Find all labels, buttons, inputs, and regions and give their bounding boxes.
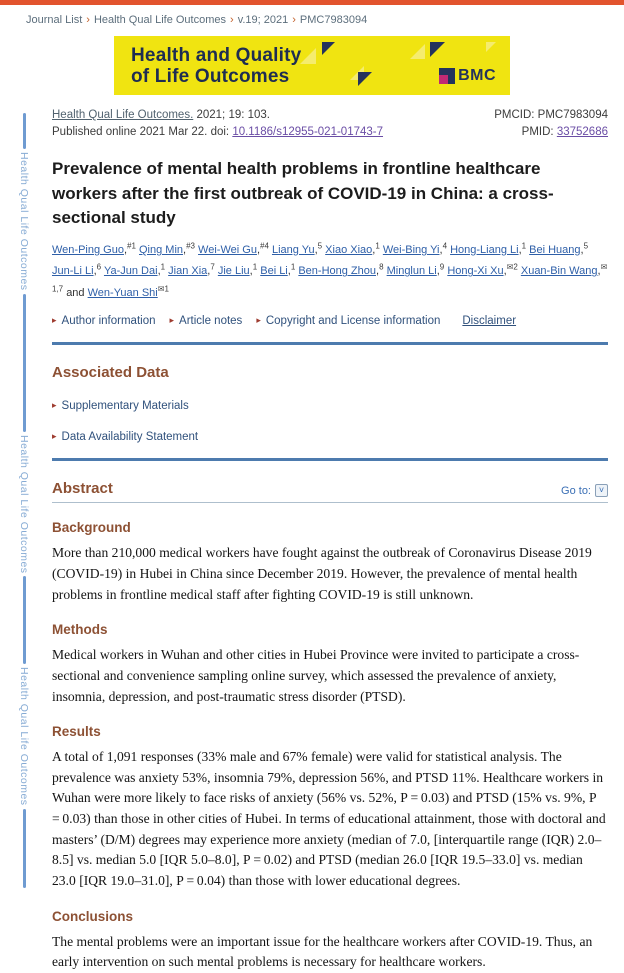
- goto-control: [561, 484, 608, 497]
- abstract-paragraph: More than 210,000 medical workers have fought against the outbreak of Coronavirus Disease 2019 (COVID-19) in Hubei in China since December 2019. However, the prevalence of mental health problems in frontline medical staff after fighting COVID-19 is still unknown.: [52, 545, 592, 602]
- author-superscript: ✉2: [506, 262, 518, 272]
- sidebar-line: [23, 294, 26, 432]
- top-accent-bar: [0, 0, 624, 5]
- author-superscript: 9: [439, 262, 445, 272]
- author-link[interactable]: Wen-Ping Guo: [52, 243, 124, 256]
- breadcrumb-link[interactable]: PMC7983094: [299, 14, 368, 26]
- sidebar-journal-label: Health Qual Life Outcomes: [18, 667, 30, 806]
- section-divider: [52, 342, 608, 345]
- bmc-logo-text: BMC: [458, 67, 496, 84]
- author-link[interactable]: Xuan-Bin Wang: [520, 265, 598, 278]
- author-superscript: 1: [252, 262, 258, 272]
- breadcrumb-separator: ›: [292, 14, 296, 26]
- author-superscript: #4: [260, 241, 269, 251]
- breadcrumb-link[interactable]: v.19; 2021: [237, 14, 289, 26]
- banner-triangle-decoration: [300, 48, 316, 64]
- associated-data-links: [52, 400, 608, 443]
- author-link[interactable]: Liang Yu: [271, 243, 315, 256]
- breadcrumb-separator: ›: [86, 14, 90, 26]
- bmc-logo: [439, 67, 496, 85]
- author-link[interactable]: Jian Xia: [168, 265, 208, 278]
- author-superscript: 6: [96, 262, 102, 272]
- author-superscript: 1: [160, 262, 166, 272]
- goto-menu-icon[interactable]: ˅: [595, 484, 608, 497]
- author-superscript: 1: [375, 241, 380, 251]
- author-info-link[interactable]: Article notes: [179, 315, 243, 328]
- author-link[interactable]: Ben-Hong Zhou: [298, 265, 377, 278]
- abstract-heading: Abstract: [52, 480, 113, 498]
- banner-triangle-decoration: [430, 42, 445, 57]
- author-link[interactable]: Minglun Li: [386, 265, 437, 278]
- breadcrumb-link[interactable]: Journal List: [26, 14, 83, 26]
- journal-title-line2: of Life Outcomes: [131, 66, 290, 88]
- author-link[interactable]: Ya-Jun Dai: [103, 265, 158, 278]
- bullet-icon: ▸: [169, 315, 175, 326]
- banner-triangle-decoration: [358, 72, 372, 86]
- pmcid-value: PMC7983094: [537, 109, 608, 121]
- breadcrumb-link[interactable]: Health Qual Life Outcomes: [93, 14, 227, 26]
- author-link[interactable]: Jie Liu: [217, 265, 250, 278]
- associated-data-link[interactable]: Data Availability Statement: [61, 431, 199, 444]
- author-link[interactable]: Wei-Bing Yi: [382, 243, 440, 256]
- abstract-subheading: Results: [52, 724, 101, 740]
- doi-link[interactable]: 10.1186/s12955-021-01743-7: [232, 126, 384, 138]
- banner-triangle-decoration: [410, 44, 425, 59]
- author-superscript: 1: [521, 241, 527, 251]
- disclaimer-link[interactable]: Disclaimer: [462, 315, 517, 328]
- associated-data-link[interactable]: Supplementary Materials: [61, 400, 189, 413]
- bullet-icon: ▸: [256, 315, 261, 326]
- author-link[interactable]: Wen-Yuan Shi: [87, 286, 158, 299]
- bullet-icon: ▸: [52, 400, 57, 411]
- goto-label: Go to:: [561, 484, 591, 497]
- sidebar-line: [23, 576, 26, 664]
- sidebar-journal-label: Health Qual Life Outcomes: [18, 434, 30, 574]
- doi-label: doi:: [210, 126, 230, 138]
- published-online-text: Published online 2021 Mar 22.: [52, 126, 208, 138]
- author-superscript: 5: [583, 241, 589, 251]
- bullet-icon: ▸: [52, 431, 57, 442]
- abstract-header: [52, 480, 608, 503]
- sidebar-journal-label: Health Qual Life Outcomes: [18, 152, 30, 291]
- journal-banner: [114, 36, 510, 95]
- author-superscript: ✉1,7: [52, 262, 608, 294]
- journal-sidebar: [17, 113, 31, 888]
- author-link[interactable]: Hong-Liang Li: [450, 243, 519, 256]
- banner-triangle-decoration: [322, 42, 335, 55]
- sidebar-line: [23, 809, 26, 888]
- author-link[interactable]: Bei Huang: [529, 243, 581, 256]
- author-link[interactable]: Xiao Xiao: [325, 243, 373, 256]
- author-superscript: 1: [290, 262, 296, 272]
- abstract-subheading: Methods: [52, 622, 108, 638]
- pmid-link[interactable]: 33752686: [556, 126, 608, 138]
- abstract-paragraph: Medical workers in Wuhan and other cities in Hubei Province were invited to participate a cross-sectional and convenience sampling online survey, which assessed the prevalence of anxiety, insomnia, depression, and post-traumatic stress disorder (PTSD).: [52, 647, 580, 704]
- associated-data-heading: Associated Data: [52, 364, 169, 382]
- pmcid-label: PMCID:: [494, 109, 535, 121]
- author-link[interactable]: Qing Min: [138, 243, 184, 256]
- banner-triangle-decoration: [486, 42, 496, 52]
- author-superscript: 4: [442, 241, 448, 251]
- author-superscript: 8: [379, 262, 384, 272]
- breadcrumb: [26, 14, 624, 26]
- abstract-subheading: Conclusions: [52, 908, 134, 924]
- abstract-body: [52, 520, 608, 973]
- breadcrumb-separator: ›: [230, 14, 234, 26]
- associated-data-row: [52, 431, 608, 443]
- section-divider: [52, 458, 608, 461]
- author-superscript: 5: [317, 241, 323, 251]
- author-link[interactable]: Bei Li: [260, 265, 288, 278]
- associated-data-row: [52, 400, 608, 412]
- journal-title-line1: Health and Quality: [131, 45, 302, 66]
- author-info-links: [52, 315, 608, 327]
- bullet-icon: ▸: [52, 315, 57, 326]
- author-link[interactable]: Wei-Wei Gu: [198, 243, 257, 256]
- sidebar-line: [23, 113, 26, 149]
- author-info-link[interactable]: Copyright and License information: [265, 315, 441, 328]
- author-link[interactable]: Hong-Xi Xu: [447, 265, 504, 278]
- author-info-link[interactable]: Author information: [61, 315, 156, 328]
- author-superscript: #3: [186, 241, 195, 251]
- author-superscript: ✉1: [157, 284, 169, 294]
- citation-issue: 2021; 19: 103.: [196, 109, 271, 121]
- author-superscript: #1: [127, 241, 136, 251]
- abstract-paragraph: A total of 1,091 responses (33% male and 67% female) were valid for statistical analysis. The prevalence was anxiety 53%, insomnia 79%, depression 56%, and PTSD 11%. Healthcare workers in Wuhan were more likely to face risks of anxiety (56% vs. 52%, P = 0.03) and PTSD (15% vs. 9%, P = 0.03) than those in other cities of Hubei. In terms of educational attainment, those with doctoral and masters’ (D/M) degrees may experience more anxiety (median of 7.0, [interquartile range (IQR) 2.0–8.5] vs. median 5.0 [IQR 5.0–8.0], P = 0.02) and PTSD (median 26.0 [IQR 19.5–33.0] vs. median 23.0 [IQR 19.0–31.0], P = 0.04) than those with lower educational degrees.: [52, 749, 606, 889]
- citation-block: [52, 109, 608, 143]
- article-title: Prevalence of mental health problems in frontline healthcare workers after the first outbreak of COVID-19 in China: a cross-sectional study: [52, 159, 554, 228]
- author-list: Wen-Ping Guo,$^{\#1}$ Qing Min,$^{\#3}$ Wei-Wei Gu,$^{\#4}$ Liang Yu,$^5$ Xiao Xiao,$^1$ Wei-Bing Yi,$^4$ Hong-Liang Li,$^1$ Bei Huang,$^5$ Jun-Li Li,$^6$ Ya-Jun Dai,$^1$ Jian Xia,$^7$ Jie Liu,$^1$ Bei Li,$^1$ Ben-Hong Zhou,$^8$ Minglun Li,$^9$ Hong-Xi Xu,$^{✉2}$ Xuan-Bin Wang,$^{✉1,7}$ and Wen-Yuan Shi$^{✉1}$: [52, 241, 608, 299]
- bmc-logo-icon: [439, 68, 455, 84]
- abstract-subheading: Background: [52, 520, 131, 536]
- pmid-label: PMID:: [521, 126, 554, 138]
- journal-banner-title: [131, 45, 301, 88]
- abstract-paragraph: The mental problems were an important issue for the healthcare workers after COVID-19. Thus, an early intervention on such mental problems is necessary for healthcare workers.: [52, 933, 593, 970]
- author-superscript: 7: [210, 262, 215, 272]
- author-link[interactable]: Jun-Li Li: [52, 265, 94, 278]
- journal-citation-link[interactable]: Health Qual Life Outcomes.: [52, 109, 194, 121]
